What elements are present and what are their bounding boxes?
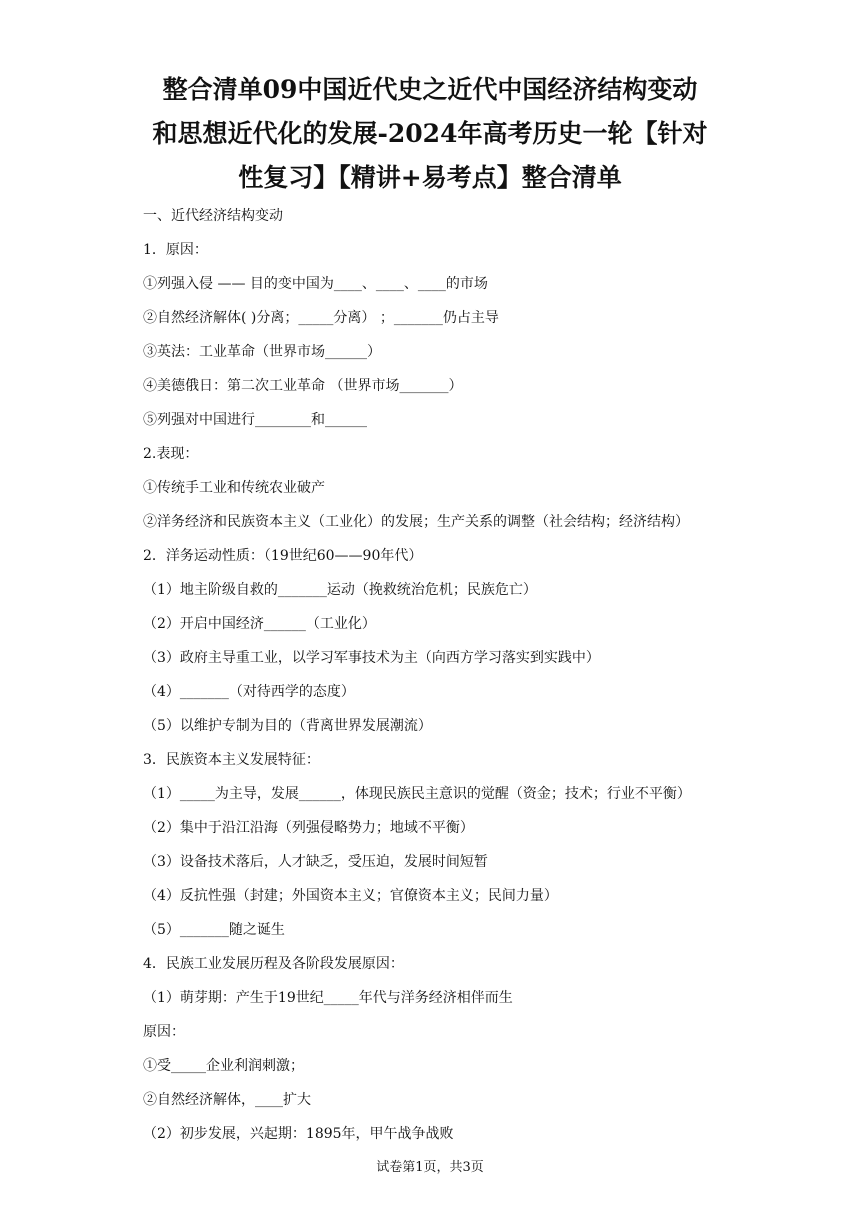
document-title [60, 68, 800, 200]
title-line-1: 整合清单09中国近代史之近代中国经济结构变动 [162, 75, 698, 104]
text-line: 2.表现： [143, 446, 199, 462]
text-line: （1）萌芽期：产生于19世纪_____年代与洋务经济相伴而生 [143, 990, 513, 1006]
text-line: （1）地主阶级自救的_______运动（挽救统治危机；民族危亡） [143, 582, 537, 598]
page-footer: 试卷第1页，共3页 [376, 1160, 484, 1175]
text-line: 1．原因： [143, 242, 208, 258]
text-line: ④美德俄日：第二次工业革命 （世界市场_______） [143, 378, 463, 394]
text-line: （3）政府主导重工业，以学习军事技术为主（向西方学习落实到实践中） [143, 650, 600, 666]
text-line: （4）_______（对待西学的态度） [143, 684, 355, 700]
section-heading: 一、近代经济结构变动 [143, 208, 283, 224]
title-line-3: 性复习】【精讲+易考点】整合清单 [238, 163, 622, 192]
text-line: （2）初步发展，兴起期：1895年，甲午战争战败 [143, 1126, 454, 1142]
text-line: ②自然经济解体( )分离；_____分离） ；_______仍占主导 [143, 310, 499, 326]
text-line: ②自然经济解体，____扩大 [143, 1092, 311, 1108]
text-line: ②洋务经济和民族资本主义（工业化）的发展；生产关系的调整（社会结构；经济结构） [143, 514, 689, 530]
text-line: ③英法：工业革命（世界市场______） [143, 344, 381, 360]
text-line: 3．民族资本主义发展特征： [143, 752, 320, 768]
text-line: 原因： [143, 1024, 185, 1040]
text-line: （5）以维护专制为目的（背离世界发展潮流） [143, 718, 432, 734]
text-line: ⑤列强对中国进行________和______ [143, 412, 367, 428]
text-line: （3）设备技术落后，人才缺乏，受压迫，发展时间短暂 [143, 854, 488, 870]
text-line: （2）集中于沿江沿海（列强侵略势力；地域不平衡） [143, 820, 474, 836]
text-line: ①传统手工业和传统农业破产 [143, 480, 325, 496]
text-line: （2）开启中国经济______（工业化） [143, 616, 376, 632]
text-line: （5）_______随之诞生 [143, 922, 285, 938]
title-line-2: 和思想近代化的发展-2024年高考历史一轮【针对 [152, 119, 708, 148]
text-line: （4）反抗性强（封建；外国资本主义；官僚资本主义；民间力量） [143, 888, 558, 904]
text-line: 4．民族工业发展历程及各阶段发展原因： [143, 956, 404, 972]
text-line: ①受_____企业利润刺激； [143, 1058, 304, 1074]
text-line: 2．洋务运动性质：（19世纪60——90年代） [143, 548, 423, 564]
text-line: ①列强入侵 —— 目的变中国为____、____、____的市场 [143, 276, 488, 292]
text-line: （1）_____为主导，发展______，体现民族民主意识的觉醒（资金；技术；行业不平衡） [143, 786, 691, 802]
